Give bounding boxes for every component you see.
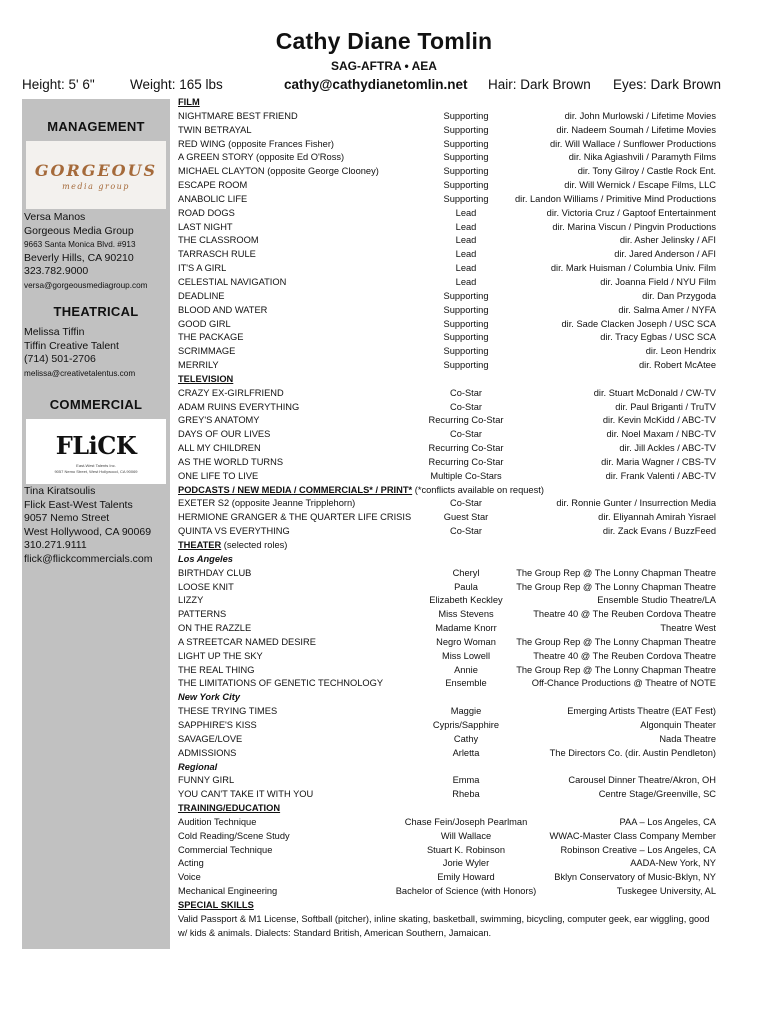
commercial-heading: COMMERCIAL: [49, 397, 143, 412]
credit-row: [178, 290, 718, 304]
credit-row: [178, 470, 718, 484]
credit-row: [178, 359, 718, 373]
credit-role: Annie: [454, 664, 478, 675]
credit-company: dir. Asher Jelinsky / AFI: [619, 235, 716, 246]
manager-name: Versa Manos: [24, 211, 86, 223]
credit-role: Cathy: [453, 733, 479, 744]
credit-row: [178, 331, 718, 345]
credit-title: ADMISSIONS: [178, 747, 237, 758]
credit-company: AADA-New York, NY: [630, 858, 716, 869]
credit-role: Emma: [452, 775, 480, 786]
credit-row: [178, 138, 718, 152]
credit-title: DAYS OF OUR LIVES: [178, 429, 271, 440]
gorgeous-media-logo: [26, 141, 166, 209]
credit-company: dir. Maria Wagner / CBS-TV: [601, 456, 716, 467]
credit-row: [178, 428, 718, 442]
section-note: (*conflicts available on request): [412, 484, 544, 495]
credit-title: BIRTHDAY CLUB: [178, 567, 252, 578]
credit-role: Supporting: [443, 193, 489, 204]
credit-row: [178, 677, 718, 691]
credit-title: SAVAGE/LOVE: [178, 733, 243, 744]
credit-role: Lead: [455, 221, 477, 232]
credit-title: EXETER S2 (opposite Jeanne Tripplehorn): [178, 498, 356, 509]
credit-role: Lead: [455, 249, 477, 260]
credit-role: Co-Star: [449, 429, 483, 440]
credit-title: BLOOD AND WATER: [178, 304, 268, 315]
credit-role: Lead: [455, 207, 477, 218]
credit-row: [178, 871, 718, 885]
credit-company: The Group Rep @ The Lonny Chapman Theatre: [516, 636, 716, 647]
manager-street: 9663 Santa Monica Blvd. #913: [24, 240, 136, 250]
credit-row: [178, 110, 718, 124]
credit-title: YOU CAN'T TAKE IT WITH YOU: [178, 789, 314, 800]
credit-company: Ensemble Studio Theatre/LA: [597, 595, 716, 606]
commercial-agency: Flick East-West Talents: [24, 498, 133, 511]
credit-row: [178, 456, 718, 470]
credit-title: LAST NIGHT: [178, 221, 233, 232]
credit-role: Madame Knorr: [435, 623, 497, 634]
credit-role: Paula: [454, 581, 478, 592]
credit-role: Miss Lowell: [441, 650, 491, 661]
commercial-city: West Hollywood, CA 90069: [24, 525, 152, 538]
credit-role: Supporting: [443, 124, 489, 135]
section-heading: [178, 899, 718, 913]
section-heading: [178, 484, 718, 498]
credit-company: dir. Eliyannah Amirah Yisrael: [598, 512, 716, 523]
flick-logo-address: 9057 Nemo Street, West Hollywood, CA 90069: [54, 469, 138, 474]
credit-role: Recurring Co-Star: [428, 443, 504, 454]
credit-row: [178, 774, 718, 788]
credit-company: dir. Mark Huisman / Columbia Univ. Film: [550, 263, 716, 274]
credit-row: [178, 857, 718, 871]
union-affiliations: SAG-AFTRA • AEA: [331, 59, 437, 73]
credit-row: [178, 248, 718, 262]
credit-title: DEADLINE: [178, 290, 225, 301]
commercial-contact: [24, 485, 170, 567]
credit-title: Commercial Technique: [178, 844, 273, 855]
section-heading: [178, 802, 718, 816]
credit-company: Tuskegee University, AL: [616, 886, 716, 897]
credit-title: NIGHTMARE BEST FRIEND: [178, 110, 298, 121]
credit-role: Supporting: [443, 180, 489, 191]
credit-role: Supporting: [443, 138, 489, 149]
manager-email[interactable]: versa@gorgeousmediagroup.com: [24, 280, 148, 290]
credit-title: THE LIMITATIONS OF GENETIC TECHNOLOGY: [178, 678, 384, 689]
credit-row: [178, 401, 718, 415]
credit-row: [178, 747, 718, 761]
credit-title: THE PACKAGE: [178, 332, 244, 343]
credit-role: Recurring Co-Star: [428, 415, 504, 426]
credit-company: dir. Will Wallace / Sunflower Productions: [549, 138, 716, 149]
credit-row: [178, 497, 718, 511]
subsection-heading: [178, 553, 718, 567]
credit-company: dir. Robert McAtee: [639, 360, 716, 371]
credit-title: QUINTA VS EVERYTHING: [178, 526, 290, 537]
credit-company: dir. Jill Ackles / ABC-TV: [619, 443, 716, 454]
theatrical-phone: (714) 501-2706: [24, 353, 96, 366]
gorgeous-logo-sub: media group: [62, 182, 130, 191]
flick-logo-sub: East-West Talents Inc.: [76, 463, 116, 468]
credit-company: dir. Ronnie Gunter / Insurrection Media: [556, 498, 716, 509]
credit-title: RED WING (opposite Frances Fisher): [178, 138, 335, 149]
credit-company: dir. Nika Agiashvili / Paramyth Films: [568, 152, 716, 163]
credit-title: IT'S A GIRL: [178, 263, 227, 274]
credit-title: ANABOLIC LIFE: [178, 193, 248, 204]
credit-company: dir. Sade Clacken Joseph / USC SCA: [561, 318, 716, 329]
credit-role: Lead: [455, 276, 477, 287]
section-heading-text: PODCASTS / NEW MEDIA / COMMERCIALS* / PRINT*: [178, 484, 413, 495]
credit-company: dir. Marina Viscun / Pingvin Productions: [552, 221, 716, 232]
credit-row: [178, 885, 718, 899]
credit-company: PAA – Los Angeles, CA: [619, 816, 716, 827]
credit-row: [178, 830, 718, 844]
credit-row: [178, 442, 718, 456]
flick-logo-text: FLiCK: [55, 431, 137, 460]
section-note: (selected roles): [221, 540, 288, 550]
credit-row: [178, 276, 718, 290]
credit-role: Will Wallace: [440, 830, 492, 841]
commercial-email[interactable]: flick@flickcommercials.com: [24, 552, 153, 565]
credit-role: Co-Star: [449, 387, 483, 398]
credit-title: Voice: [178, 872, 201, 883]
credit-role: Lead: [455, 235, 477, 246]
credit-row: [178, 387, 718, 401]
credit-title: AS THE WORLD TURNS: [178, 456, 284, 467]
credit-role: Co-Star: [449, 526, 483, 537]
credit-company: dir. Kevin McKidd / ABC-TV: [602, 415, 716, 426]
commercial-agent-name: Tina Kiratsoulis: [24, 485, 96, 497]
credit-company: Emerging Artists Theatre (EAT Fest): [567, 706, 716, 717]
credit-title: ADAM RUINS EVERYTHING: [178, 401, 300, 412]
theatrical-contact: [24, 326, 170, 380]
credit-title: HERMIONE GRANGER & THE QUARTER LIFE CRISIS: [178, 512, 412, 523]
credit-role: Co-Star: [449, 401, 483, 412]
credit-role: Multiple Co-Stars: [430, 470, 502, 481]
credit-company: dir. Jared Anderson / AFI: [614, 249, 716, 260]
credit-company: dir. Paul Briganti / TruTV: [615, 401, 716, 412]
credit-row: [178, 650, 718, 664]
credit-role: Elizabeth Keckley: [429, 595, 503, 606]
credit-company: dir. Nadeem Soumah / Lifetime Movies: [556, 124, 716, 135]
credit-company: dir. Tracy Egbas / USC SCA: [600, 332, 716, 343]
section-heading-text: TRAINING/EDUCATION: [178, 803, 281, 814]
credit-role: Lead: [455, 263, 477, 274]
credit-role: Supporting: [443, 290, 489, 301]
credit-row: [178, 511, 718, 525]
credit-role: Chase Fein/Joseph Pearlman: [404, 816, 528, 827]
credit-company: dir. Leon Hendrix: [645, 346, 716, 357]
subsection-heading: [178, 761, 718, 775]
manager-phone: 323.782.9000: [24, 265, 89, 278]
credit-role: Supporting: [443, 110, 489, 121]
credit-company: dir. Dan Przygoda: [642, 290, 716, 301]
credit-company: Theatre West: [660, 623, 716, 634]
credit-row: [178, 304, 718, 318]
credit-title: LOOSE KNIT: [178, 581, 234, 592]
credit-title: MICHAEL CLAYTON (opposite George Clooney): [178, 166, 379, 177]
height-stat: Height: 5' 6": [22, 77, 95, 92]
credit-row: [178, 788, 718, 802]
subsection-heading-text: New York City: [178, 692, 241, 703]
subsection-heading: [178, 691, 718, 705]
credit-company: The Directors Co. (dir. Austin Pendleton): [549, 747, 716, 758]
credit-role: Supporting: [443, 360, 489, 371]
theatrical-agent-name: Melissa Tiffin: [24, 326, 85, 338]
subsection-heading-text: Regional: [178, 761, 218, 772]
credit-company: dir. Stuart McDonald / CW-TV: [593, 387, 716, 398]
credit-role: Cheryl: [452, 567, 480, 578]
credit-role: Emily Howard: [437, 872, 495, 883]
credit-company: Nada Theatre: [659, 733, 716, 744]
credit-row: [178, 733, 718, 747]
special-skills-text: Valid Passport & M1 License, Softball (pitcher), inline skating, basketball, swimming, bicycling, computer geek, ear wiggling, good w/ kids & animals. Dialects: Standard British, American Southern, Jamaican.: [178, 913, 710, 938]
credit-role: Bachelor of Science (with Honors): [395, 886, 537, 897]
credit-title: LIGHT UP THE SKY: [178, 650, 263, 661]
credit-row: [178, 719, 718, 733]
credit-company: dir. Joanna Field / NYU Film: [600, 276, 716, 287]
credit-title: ALL MY CHILDREN: [178, 443, 261, 454]
credit-title: Acting: [178, 858, 204, 869]
credit-row: [178, 608, 718, 622]
credit-role: Co-Star: [449, 498, 483, 509]
credit-row: [178, 345, 718, 359]
credit-role: Stuart K. Robinson: [426, 844, 506, 855]
credit-row: [178, 414, 718, 428]
credit-row: [178, 581, 718, 595]
section-heading-text: THEATER: [178, 540, 222, 550]
gorgeous-logo-text: GORGEOUS: [34, 161, 158, 180]
credit-company: The Group Rep @ The Lonny Chapman Theatre: [516, 581, 716, 592]
credit-row: [178, 193, 718, 207]
credit-row: [178, 622, 718, 636]
credit-title: Mechanical Engineering: [178, 886, 278, 897]
credit-title: CELESTIAL NAVIGATION: [178, 276, 287, 287]
resume-credits: [178, 96, 718, 940]
credit-row: [178, 816, 718, 830]
credit-title: ONE LIFE TO LIVE: [178, 470, 259, 481]
section-heading: [178, 96, 718, 110]
credit-company: dir. Noel Maxam / NBC-TV: [606, 429, 716, 440]
credit-company: WWAC-Master Class Company Member: [549, 830, 716, 841]
credit-company: dir. Tony Gilroy / Castle Rock Ent.: [577, 166, 716, 177]
section-heading-text: SPECIAL SKILLS: [178, 899, 254, 910]
actor-name: Cathy Diane Tomlin: [275, 28, 493, 54]
eyes-stat: Eyes: Dark Brown: [613, 77, 722, 92]
theatrical-agency: Tiffin Creative Talent: [24, 339, 119, 352]
credit-role: Arletta: [452, 747, 480, 758]
credit-row: [178, 179, 718, 193]
credit-row: [178, 844, 718, 858]
section-heading-text: FILM: [178, 97, 200, 107]
credit-title: Cold Reading/Scene Study: [178, 830, 290, 841]
credit-row: [178, 124, 718, 138]
credit-title: PATTERNS: [178, 609, 227, 620]
manager-company: Gorgeous Media Group: [24, 224, 134, 237]
credit-row: [178, 318, 718, 332]
credit-row: [178, 262, 718, 276]
credit-row: [178, 234, 718, 248]
theatrical-email[interactable]: melissa@creativetalentus.com: [24, 368, 136, 378]
management-heading: MANAGEMENT: [47, 119, 145, 134]
credit-role: Ensemble: [445, 678, 487, 689]
credit-row: [178, 221, 718, 235]
credit-row: [178, 151, 718, 165]
credit-title: ON THE RAZZLE: [178, 623, 252, 634]
credit-title: A GREEN STORY (opposite Ed O'Ross): [178, 152, 345, 163]
credit-company: dir. Frank Valenti / ABC-TV: [605, 470, 716, 481]
credit-role: Supporting: [443, 318, 489, 329]
credit-company: dir. Victoria Cruz / Gaptoof Entertainment: [546, 207, 716, 218]
credit-title: SAPPHIRE'S KISS: [178, 719, 257, 730]
credit-role: Jorie Wyler: [442, 858, 490, 869]
credit-row: [178, 207, 718, 221]
credit-role: Supporting: [443, 304, 489, 315]
commercial-phone: 310.271.9111: [24, 539, 87, 552]
credit-company: Centre Stage/Greenville, SC: [598, 789, 716, 800]
manager-city: Beverly Hills, CA 90210: [24, 251, 134, 264]
theatrical-heading: THEATRICAL: [53, 304, 139, 319]
credit-company: Algonquin Theater: [640, 719, 716, 730]
credit-role: Rheba: [452, 789, 480, 800]
credit-role: Negro Woman: [436, 636, 496, 647]
credit-role: Maggie: [450, 706, 482, 717]
flick-logo: [26, 419, 166, 484]
credit-title: A STREETCAR NAMED DESIRE: [178, 636, 316, 647]
credit-row: [178, 664, 718, 678]
representation-sidebar: [22, 99, 170, 949]
subsection-heading-text: Los Angeles: [178, 553, 233, 564]
credit-row: [178, 567, 718, 581]
credit-role: Supporting: [443, 346, 489, 357]
credit-company: Off-Chance Productions @ Theatre of NOTE: [531, 678, 716, 689]
credit-row: [178, 525, 718, 539]
credit-company: Bklyn Conservatory of Music-Bklyn, NY: [554, 872, 716, 883]
credit-title: THE CLASSROOM: [178, 235, 259, 246]
hair-stat: Hair: Dark Brown: [488, 77, 591, 92]
credit-role: Miss Stevens: [438, 609, 494, 620]
credit-title: Audition Technique: [178, 816, 257, 827]
credit-title: TWIN BETRAYAL: [178, 124, 252, 135]
credit-company: dir. Zack Evans / BuzzFeed: [602, 526, 716, 537]
credit-role: Supporting: [443, 166, 489, 177]
credit-company: dir. Salma Amer / NYFA: [618, 304, 716, 315]
section-heading-text: TELEVISION: [178, 373, 234, 384]
credit-company: Theatre 40 @ The Reuben Cordova Theatre: [533, 650, 716, 661]
credit-row: [178, 594, 718, 608]
credit-company: dir. John Murlowski / Lifetime Movies: [564, 110, 716, 121]
credit-title: ROAD DOGS: [178, 207, 235, 218]
credit-role: Supporting: [443, 332, 489, 343]
credit-company: The Group Rep @ The Lonny Chapman Theatre: [516, 664, 716, 675]
credit-title: THESE TRYING TIMES: [178, 706, 278, 717]
email-link[interactable]: cathy@cathydianetomlin.net: [284, 77, 468, 92]
credit-title: SCRIMMAGE: [178, 346, 236, 357]
stats-line: [22, 77, 722, 95]
credit-company: dir. Landon Williams / Primitive Mind Productions: [515, 193, 716, 204]
weight-stat: Weight: 165 lbs: [130, 77, 223, 92]
credit-title: ESCAPE ROOM: [178, 180, 248, 191]
credit-company: Robinson Creative – Los Angeles, CA: [560, 844, 716, 855]
credit-role: Supporting: [443, 152, 489, 163]
credit-title: FUNNY GIRL: [178, 775, 235, 786]
credit-role: Guest Star: [443, 512, 489, 523]
commercial-street: 9057 Nemo Street: [24, 512, 110, 525]
credit-title: GREY'S ANATOMY: [178, 415, 260, 426]
section-heading: [178, 373, 718, 387]
credit-title: MERRILY: [178, 360, 219, 371]
credit-title: LIZZY: [178, 595, 204, 606]
credit-title: CRAZY EX-GIRLFRIEND: [178, 387, 284, 398]
credit-row: [178, 636, 718, 650]
credit-company: Theatre 40 @ The Reuben Cordova Theatre: [533, 609, 716, 620]
credit-company: dir. Will Wernick / Escape Films, LLC: [564, 180, 716, 191]
credit-role: Recurring Co-Star: [428, 456, 504, 467]
management-contact: [24, 211, 170, 293]
credit-row: [178, 165, 718, 179]
section-heading: [178, 539, 718, 553]
credit-role: Cypris/Sapphire: [432, 719, 500, 730]
credit-title: THE REAL THING: [178, 664, 255, 675]
credit-company: The Group Rep @ The Lonny Chapman Theatre: [516, 567, 716, 578]
credit-company: Carousel Dinner Theatre/Akron, OH: [568, 775, 716, 786]
credit-row: [178, 705, 718, 719]
credit-title: GOOD GIRL: [178, 318, 231, 329]
credit-title: TARRASCH RULE: [178, 249, 256, 260]
